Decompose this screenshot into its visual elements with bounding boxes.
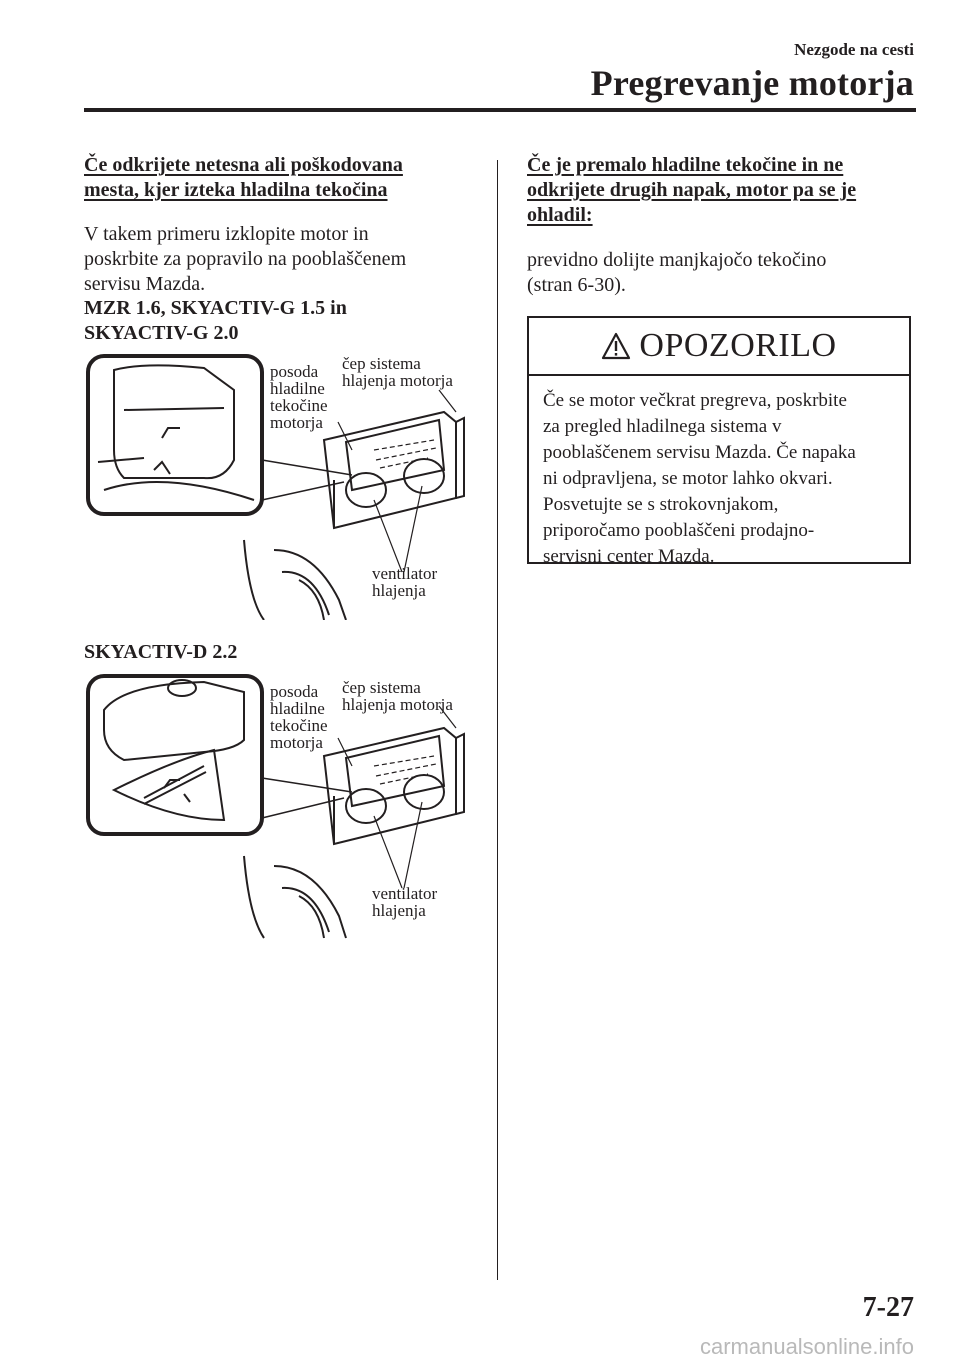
column-divider [497, 160, 498, 1280]
right-body-line-1: previdno dolijte manjkajočo tekočino [527, 249, 827, 271]
engine-2-line: SKYACTIV-D 2.2 [84, 641, 238, 663]
right-heading [527, 153, 927, 228]
engine-2-heading [84, 640, 484, 665]
label-cap-1: čep sistema hlajenja motorja [342, 354, 453, 390]
warning-title: OPOZORILO [639, 327, 837, 364]
right-body [527, 248, 927, 298]
section-name: Nezgode na cesti [794, 40, 914, 59]
left-heading [84, 153, 484, 203]
label-cap-2: čep sistema hlajenja motorja [342, 678, 453, 714]
warning-line-7: servisni center Mazda. [543, 546, 715, 567]
right-body-line-2: (stran 6-30). [527, 274, 626, 296]
watermark: carmanualsonline.info [699, 1334, 914, 1359]
engine-1-heading [84, 296, 484, 346]
header-rule [84, 108, 916, 112]
left-body-line-1: V takem primeru izklopite motor in [84, 223, 369, 245]
warning-text [529, 376, 909, 570]
label-reservoir-2: posoda hladilne tekočine motorja [270, 682, 328, 752]
right-heading-line-2: odkrijete drugih napak, motor pa se je [527, 179, 857, 201]
label-reservoir-1: posoda hladilne tekočine motorja [270, 362, 328, 432]
warning-line-5: Posvetujte se s strokovnjakom, [543, 494, 779, 515]
warning-triangle-icon [601, 332, 631, 360]
engine-1-line-2: SKYACTIV-G 2.0 [84, 322, 239, 344]
label-fan-1: ventilator hlajenja [372, 564, 438, 600]
warning-line-2: za pregled hladilnega sistema v [543, 416, 782, 437]
warning-line-1: Če se motor večkrat pregreva, poskrbite [543, 390, 847, 411]
right-heading-line-3: ohladil: [527, 204, 593, 226]
engine-1-line-1: MZR 1.6, SKYACTIV-G 1.5 in [84, 297, 347, 319]
left-body-line-2: poskrbite za popravilo na pooblaščenem [84, 248, 407, 270]
left-body [84, 222, 484, 297]
warning-line-4: ni odpravljena, se motor lahko okvari. [543, 468, 833, 489]
left-heading-line-2: mesta, kjer izteka hladilna tekočina [84, 179, 388, 201]
warning-box [527, 316, 911, 567]
page-title: Pregrevanje motorja [590, 63, 914, 103]
warning-line-6: priporočamo pooblaščeni prodajno- [543, 520, 815, 541]
warning-line-3: pooblaščenem servisu Mazda. Če napaka [543, 442, 856, 463]
label-fan-2: ventilator hlajenja [372, 884, 438, 920]
left-heading-line-1: Če odkrijete netesna ali poškodovana [84, 154, 403, 176]
right-heading-line-1: Če je premalo hladilne tekočine in ne [527, 154, 844, 176]
page-number: 7-27 [862, 1292, 914, 1323]
warning-header [529, 318, 909, 376]
left-body-line-3: servisu Mazda. [84, 273, 206, 295]
